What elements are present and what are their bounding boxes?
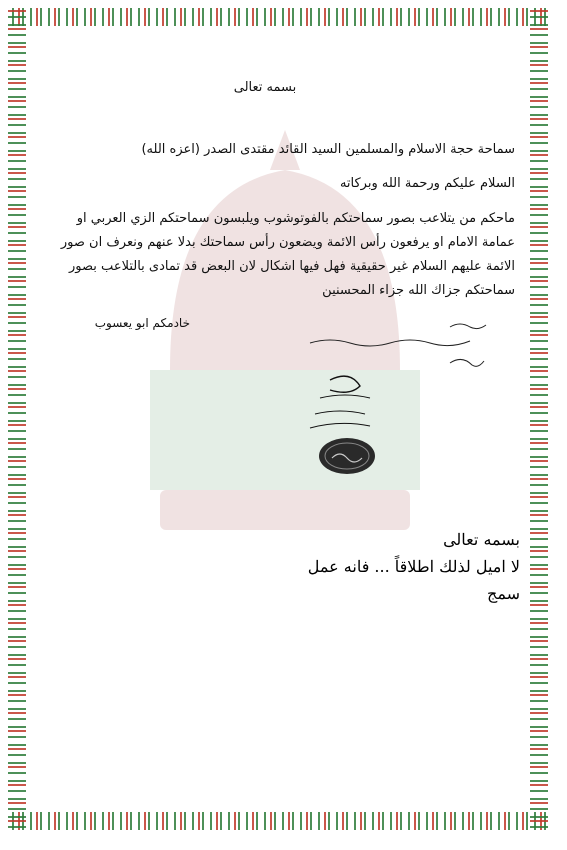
handwritten-reply-icon [300,315,490,375]
question-body: ماحكم من يتلاعب بصور سماحتكم بالفوتوشوب ويلبسون سماحتكم الزي العربي او عمامة الامام او يرفعون رأس الائمة ويضعون رأس سماحتك بدلا عنهم ونعرف ان صور الائمة عليهم السلام غير حقيقية فهل فيها اشكال لان البعض قد تمادى بالتلاعب بصور سماحتكم جزاك الله جزاء المحسنين [60,211,515,298]
reply-basmala: بسمه تعالى [443,530,520,549]
seal-stamp-icon [318,436,376,476]
basmala-heading: بسمه تعالى [233,80,297,95]
greeting-line: السلام عليكم ورحمة الله وبركاته [339,176,515,191]
signature-icon [300,368,390,438]
right-border-ornament [530,8,548,830]
addressee-line: سماحة حجة الاسلام والمسلمين السيد القائد مقتدى الصدر (اعزه الله) [141,142,515,157]
reply-answer-line: لا اميل لذلك اطلاقاً ... فانه عمل [307,557,520,576]
sender-signoff: خادمكم ابو يعسوب [94,316,190,330]
reply-answer-continuation: سمج [487,584,520,603]
top-border-ornament [10,8,547,26]
left-border-ornament [8,8,26,830]
bottom-border-ornament [10,812,547,830]
